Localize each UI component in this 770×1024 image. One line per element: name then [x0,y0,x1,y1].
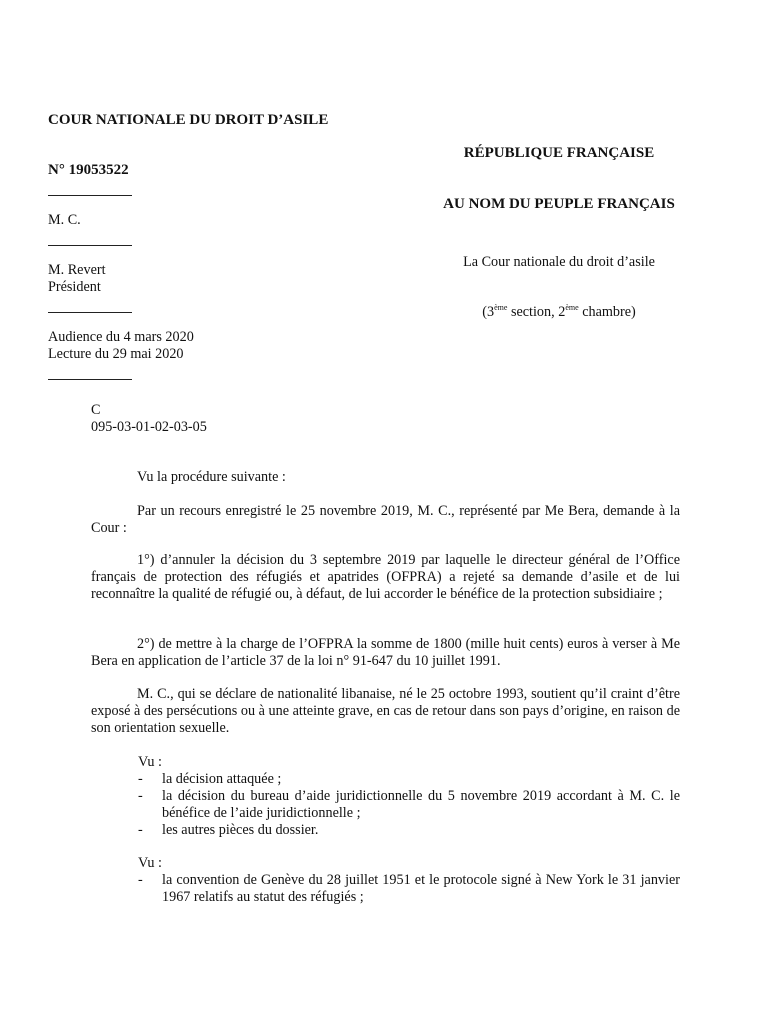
list-item: - la décision du bureau d’aide juridictionnelle du 5 novembre 2019 accordant à M. C. le bénéfice de l’aide juridictionnelle ; [138,788,680,821]
paragraph-claim-2: 2°) de mettre à la charge de l’OFPRA la somme de 1800 (mille huit cents) euros à verser à Me Bera en application de l’article 37 de la loi n° 91-647 du 10 juillet 1991. [91,636,680,669]
vu-list [138,771,680,839]
judge-name: M. Revert [48,262,106,278]
vu-list [138,872,680,906]
separator [48,245,132,246]
judge-role: Président [48,279,101,295]
vu-heading: Vu : [138,754,162,770]
republic-heading: RÉPUBLIQUE FRANÇAISE [463,145,655,161]
paragraph-arguments: M. C., qui se déclare de nationalité libanaise, né le 25 octobre 1993, soutient qu’il craint d’être exposé à des persécutions ou à une atteinte grave, en cas de retour dans son pays d’origine, en raison de son orientation sexuelle. [91,686,680,736]
reading-date: Lecture du 29 mai 2020 [48,346,184,362]
case-number: N° 19053522 [48,162,129,178]
separator [48,379,132,380]
hearing-date: Audience du 4 mars 2020 [48,329,194,345]
separator [48,195,132,196]
court-name: La Cour nationale du droit d’asile [463,254,655,270]
paragraph-claim-1: 1°) d’annuler la décision du 3 septembre 2019 par laquelle le directeur général de l’Office français de protection des réfugiés et apatrides (OFPRA) a rejeté sa demande d’asile et de lui reconnaître la qualité de réfugié ou, à défaut, de lui accorder le bénéfice de la protection subsidiaire ; [91,552,680,602]
list-item: - la décision attaquée ; [138,771,282,787]
party-name: M. C. [48,212,81,228]
vu-heading: Vu : [138,855,162,871]
paragraph-request: Par un recours enregistré le 25 novembre 2019, M. C., représenté par Me Bera, demande à la Cour : [91,503,680,536]
court-heading: COUR NATIONALE DU DROIT D’ASILE [48,112,329,128]
people-heading: AU NOM DU PEUPLE FRANÇAIS [443,196,675,212]
procedure-heading: Vu la procédure suivante : [137,469,286,485]
separator [48,312,132,313]
chamber-line: (3ème section, 2ème chambre) [482,303,636,320]
classification-code: 095-03-01-02-03-05 [91,419,207,435]
list-item: - les autres pièces du dossier. [138,822,319,838]
list-item: - la convention de Genève du 28 juillet 1951 et le protocole signé à New York le 31 janvier 1967 relatifs au statut des réfugiés ; [138,872,680,905]
classification-letter: C [91,402,101,418]
